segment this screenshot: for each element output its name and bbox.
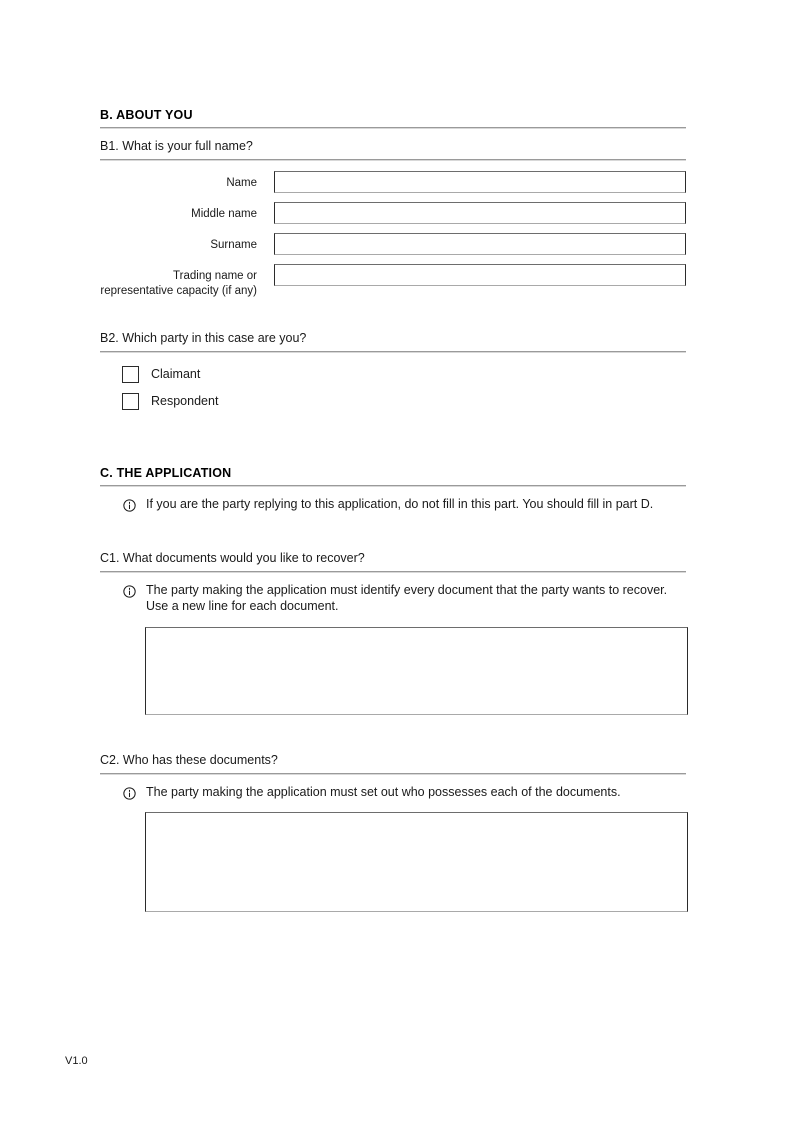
note-text-c2: The party making the application must set out who possesses each of the documents. xyxy=(146,784,621,799)
field-row-surname xyxy=(100,233,686,255)
info-icon xyxy=(123,499,136,512)
spacer xyxy=(100,307,686,321)
field-row-trading-name xyxy=(100,264,686,298)
note-c2 xyxy=(100,775,686,801)
checkbox-respondent[interactable] xyxy=(122,393,139,410)
field-label-trading-name: Trading name or representative capacity (if any) xyxy=(100,270,257,297)
spacer xyxy=(100,513,686,541)
name-input[interactable] xyxy=(274,171,686,193)
trading-name-input[interactable] xyxy=(274,264,686,286)
field-label-middle-name: Middle name xyxy=(191,208,257,220)
note-c1 xyxy=(100,573,686,615)
checkbox-claimant[interactable] xyxy=(122,366,139,383)
spacer xyxy=(100,715,686,743)
option-label-claimant: Claimant xyxy=(151,367,201,381)
option-row-claimant[interactable] xyxy=(100,366,686,383)
field-label-surname: Surname xyxy=(210,239,257,251)
c1-answer-textarea[interactable] xyxy=(145,627,688,715)
middle-name-input[interactable] xyxy=(274,202,686,224)
spacer xyxy=(100,420,686,466)
question-b2: B2. Which party in this case are you? xyxy=(100,331,307,345)
surname-input[interactable] xyxy=(274,233,686,255)
form-content xyxy=(100,108,686,912)
option-label-respondent: Respondent xyxy=(151,394,219,408)
footer-version: V1.0 xyxy=(65,1055,88,1067)
info-icon xyxy=(123,787,136,800)
note-text-application-intro: If you are the party replying to this application, do not fill in this part. You should fill in part D. xyxy=(146,497,654,511)
c1-answer-wrap xyxy=(100,615,686,715)
question-c2: C2. Who has these documents? xyxy=(100,752,278,767)
field-label-name: Name xyxy=(226,177,257,189)
question-c1: C1. What documents would you like to recover? xyxy=(100,550,365,565)
field-row-name xyxy=(100,171,686,193)
info-icon xyxy=(123,585,136,598)
field-row-middle-name xyxy=(100,202,686,224)
note-text-c1: The party making the application must identify every document that the party wants to recover. Use a new line for each document. xyxy=(146,582,668,613)
section-heading-the-application: C. THE APPLICATION xyxy=(100,466,232,480)
c2-answer-wrap xyxy=(100,800,686,912)
note-application-intro xyxy=(100,487,686,513)
option-row-respondent[interactable] xyxy=(100,393,686,410)
question-b1: B1. What is your full name? xyxy=(100,139,253,153)
c2-answer-textarea[interactable] xyxy=(145,812,688,912)
b1-field-group xyxy=(100,161,686,298)
section-heading-about-you: B. ABOUT YOU xyxy=(100,108,193,122)
b2-option-group xyxy=(100,353,686,410)
